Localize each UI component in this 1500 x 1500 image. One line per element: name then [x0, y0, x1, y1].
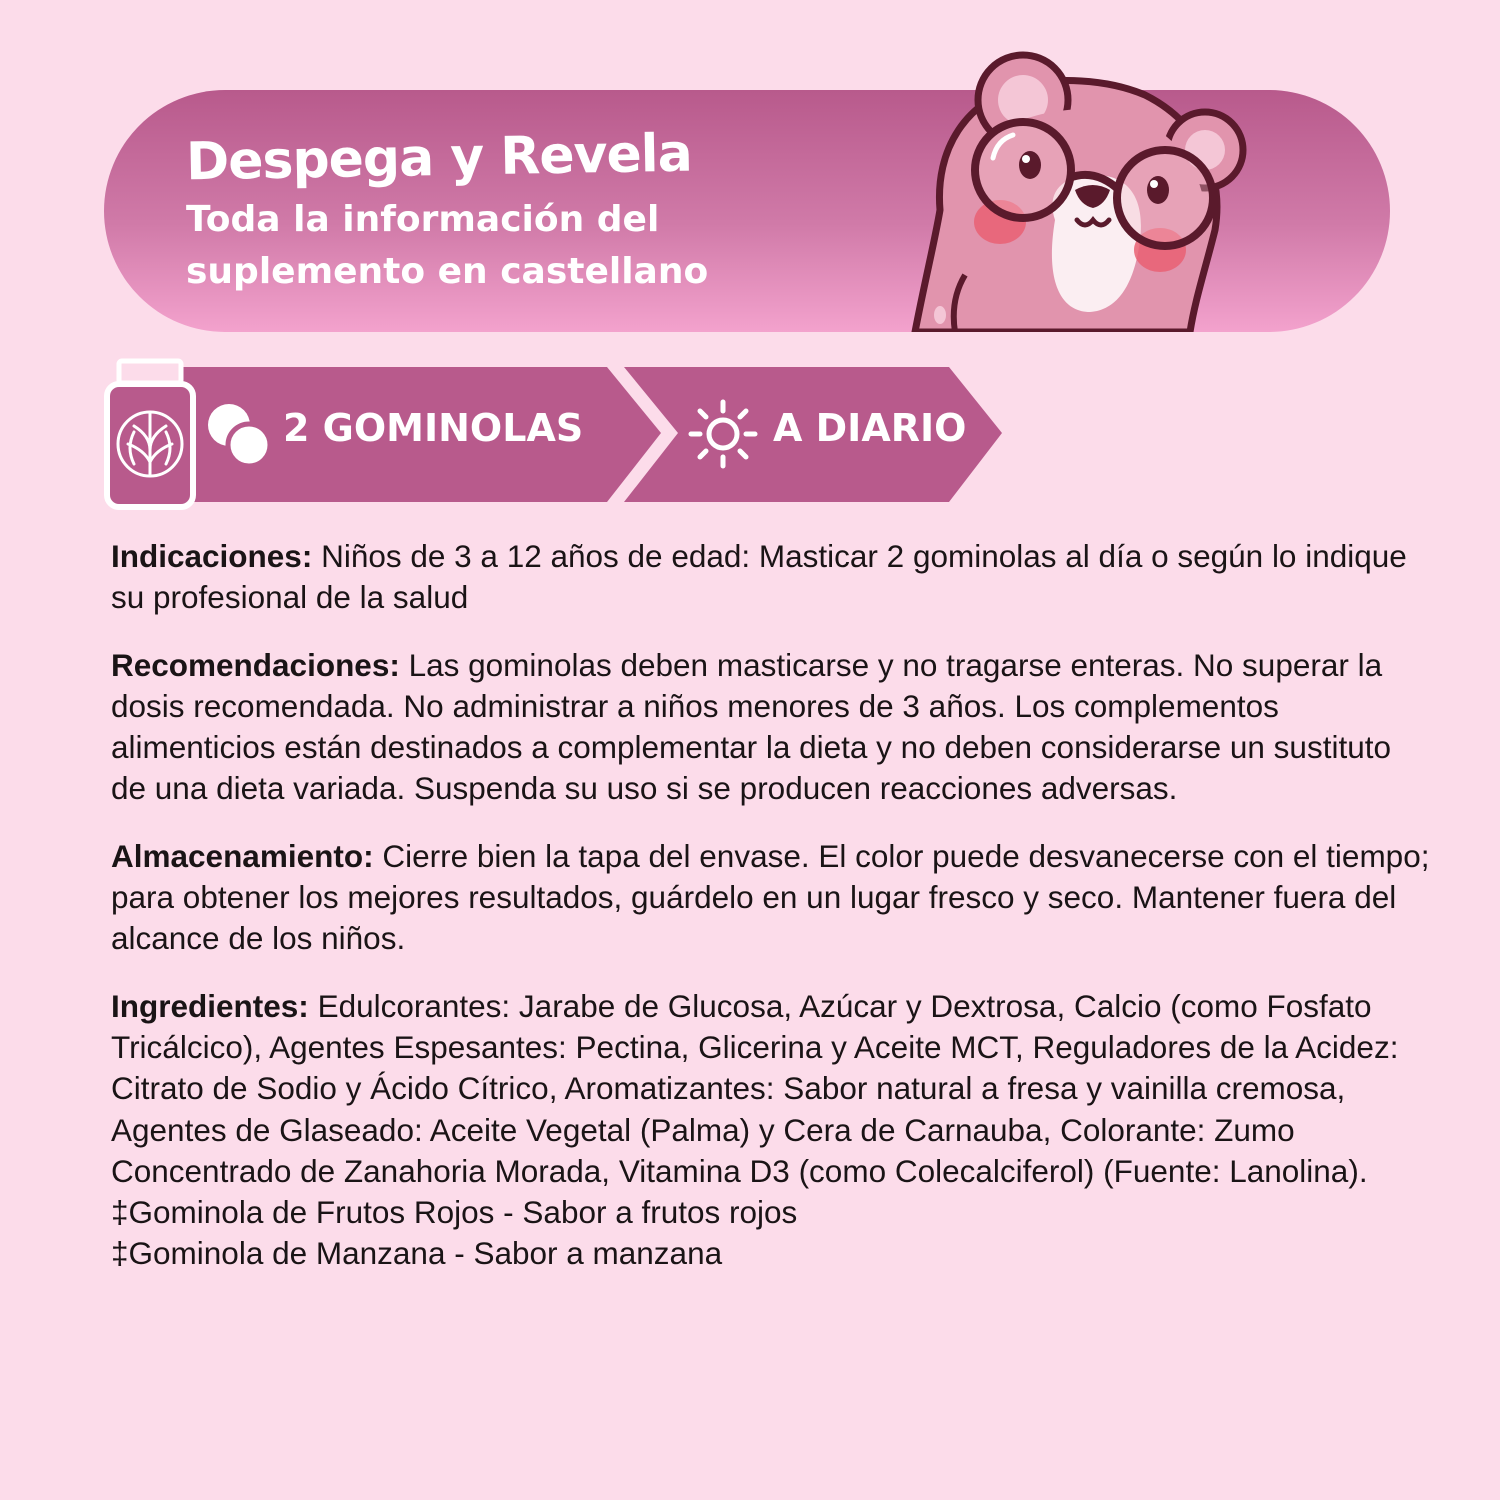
recomendaciones-heading: Recomendaciones: [111, 646, 400, 683]
indicaciones-heading: Indicaciones: [111, 538, 313, 574]
recomendaciones-section [111, 645, 1431, 810]
banner-title: Despega y Revela [185, 123, 693, 193]
indicaciones-section [111, 536, 1431, 619]
gummies-icon [206, 402, 272, 468]
ingredientes-text: Edulcorantes: Jarabe de Glucosa, Azúcar y Dextrosa, Calcio (como Fosfato Tricálcico), Agentes Espesantes: Pectina, Glicerina y Aceite MCT, Reguladores de la Acidez: Citrato de Sodio y Ácido Cítrico, Aromatizantes: Sabor natural a fresa y vainilla cremosa, Agentes de Glaseado: Aceite Vegetal (Palma) y Cera de Carnauba, Colorante: Zumo Concentrado de Zanahoria Morada, Vitamina D3 (como Colecalciferol) (Fuente: Lanolina). [111, 987, 1399, 1189]
banner-subtitle: Toda la información del suplemento en castellano [186, 199, 709, 292]
ingredientes-section [111, 986, 1431, 1275]
product-information [111, 536, 1431, 1301]
almacenamiento-text: Cierre bien la tapa del envase. El color puede desvanecerse con el tiempo; para obtener los mejores resultados, guárdelo en un lugar fresco y seco. Mantener fuera del alcance de los niños. [111, 837, 1430, 957]
recomendaciones-text: Las gominolas deben masticarse y no tragarse enteras. No superar la dosis recomendada. No administrar a niños menores de 3 años. Los complementos alimenticios están destinados a complementar la dieta y no deben considerarse un sustituto de una dieta variada. Suspenda su uso si se producen reacciones adversas. [111, 646, 1391, 807]
supplement-jar-icon [104, 358, 196, 510]
almacenamiento-heading: Almacenamiento: [111, 837, 374, 874]
flavor-line-2: ‡Gominola de Manzana - Sabor a manzana [111, 1235, 723, 1272]
dosage-amount: 2 GOMINOLAS [283, 406, 584, 450]
almacenamiento-section [111, 836, 1431, 960]
indicaciones-text: Niños de 3 a 12 años de edad: Masticar 2 gominolas al día o según lo indique su profesional de la salud [111, 538, 1407, 616]
ingredientes-heading: Ingredientes: [111, 987, 309, 1024]
dosage-frequency: A DIARIO [773, 406, 967, 450]
sun-icon [688, 399, 758, 469]
flavor-line-1: ‡Gominola de Frutos Rojos - Sabor a frutos rojos [111, 1194, 798, 1231]
